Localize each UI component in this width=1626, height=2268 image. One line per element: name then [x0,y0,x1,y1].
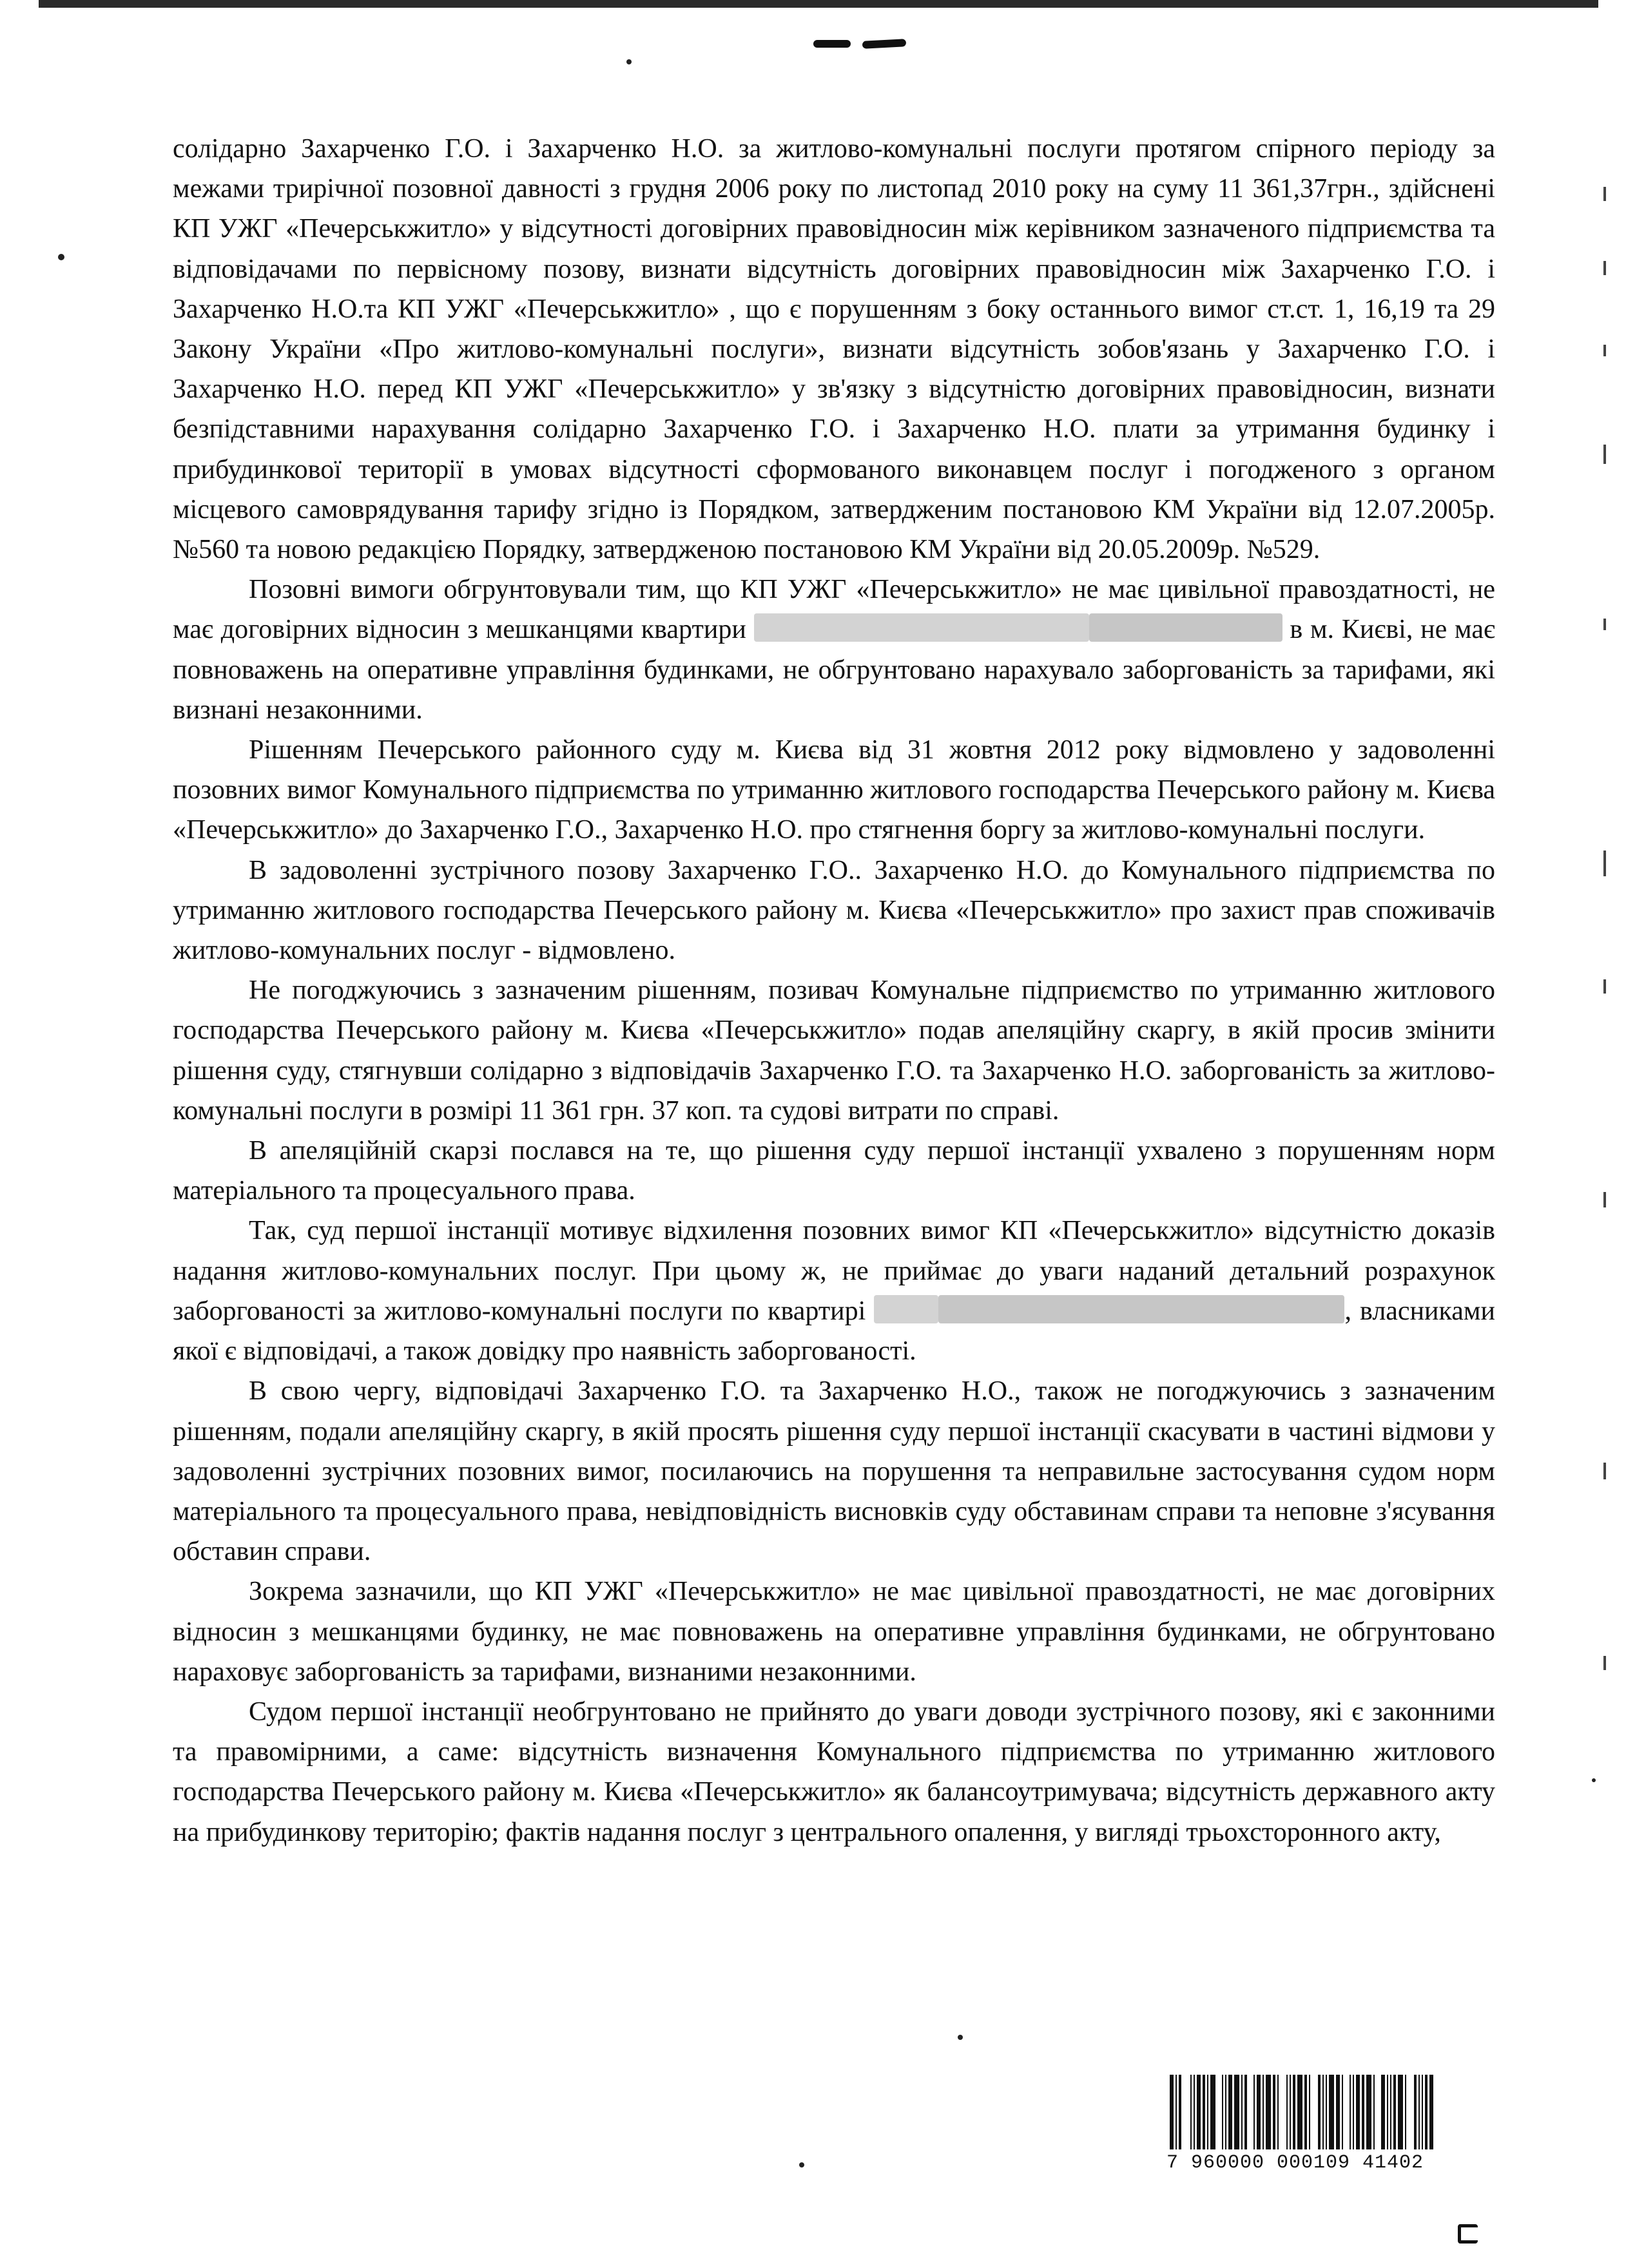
barcode-bar [1244,2075,1247,2149]
paragraph-text: В задоволенні зустрічного позову Захарченко Г.О.. Захарченко Н.О. до Комунального підприємства по утриманню житлового господарства Печерського району м. Києва «Печерськжитло» про захист прав споживачів житлово-комунальних послуг - відмовлено. [173,855,1495,966]
barcode-bar [1203,2075,1205,2149]
barcode-bar [1266,2075,1271,2149]
paragraph-text: Так, суд першої інстанції мотивує відхилення позовних вимог КП «Печерськжитло» відсутністю доказів надання житлово-комунальних послуг. При цьому ж, не приймає до уваги наданий детальний розрахунок заборгованості за житлово-комунальні послуги по квартирі [173,1216,1495,1326]
paragraph-text: В апеляційній скарзі послався на те, що рішення суду першої інстанції ухвалено з порушенням норм матеріального та процесуального права. [173,1136,1495,1206]
paragraph-p3 [173,730,1495,850]
top-scan-border [39,0,1598,8]
margin-tick [1603,619,1606,630]
paragraph-p6 [173,1131,1495,1211]
barcode-bar [1197,2075,1201,2149]
barcode-bar [1304,2075,1307,2149]
paragraph-text: В свою чергу, відповідачі Захарченко Г.О. та Захарченко Н.О., також не погоджуючись з зазначеним рішенням, подали апеляційну скаргу, в якій просять рішення суду першої інстанції скасувати в частині відмови у задоволенні зустрічних позовних вимог, посилаючись на порушення та неправильне застосування судом норм матеріального та процесуального права, невідповідність висновків суду обставинам справи та неповне з'ясування обставин справи. [173,1376,1495,1567]
margin-tick [1603,1192,1606,1207]
paragraph-text: в м. Києві, не має повноважень на оперативне управління будинками, не обгрунтовано нарахувало заборгованість за тарифами, які визнані незаконними. [173,615,1495,725]
margin-tick [1603,345,1606,356]
barcode-bar [1312,2075,1316,2149]
redacted-address-block [938,1295,1344,1323]
barcode-bar [1207,2075,1208,2149]
paragraph-p2 [173,570,1495,730]
scan-speck [58,254,64,260]
margin-tick [1603,1656,1606,1670]
redacted-address-block [754,613,1089,642]
barcode-bar [1362,2075,1364,2149]
barcode-bar [1322,2075,1324,2149]
redacted-address-block [874,1295,938,1323]
barcode-bar [1422,2075,1423,2149]
scan-speck [1592,1778,1596,1782]
top-dash-mark-right [862,39,907,49]
barcode-bar [1286,2075,1288,2149]
margin-tick [1603,850,1606,876]
margin-tick [1603,261,1606,275]
paragraph-text: Судом першої інстанції необгрунтовано не прийнято до уваги доводи зустрічного позову, які є законними та правомірними, а саме: відсутність визначення Комунального підприємства по утриманню житлового господарства Печерського району м. Києва «Печерськжитло» як балансоутримувача; відсутність державного акту на прибудинкову територію; фактів надання послуг з центрального опалення, у вигляді трьохсторонного акту, [173,1696,1495,1847]
scan-speck [799,2162,804,2167]
barcode-bar [1366,2075,1371,2149]
barcode-bar [1329,2075,1334,2149]
barcode-bar [1183,2075,1188,2149]
barcode-bar [1342,2075,1343,2149]
barcode-image [1170,2075,1505,2149]
paragraph-text: Позовні вимоги обгрунтовували тим, що КП УЖГ «Печерськжитло» не має цивільної правоздатності, не має договірних відносин з мешканцями квартири [173,575,1495,645]
barcode-bar [1414,2075,1417,2149]
barcode-bar [1222,2075,1223,2149]
barcode-bar [1429,2075,1433,2149]
barcode-bar [1309,2075,1310,2149]
barcode-bar [1228,2075,1232,2149]
redacted-address-block [1089,613,1282,642]
barcode-bar [1217,2075,1220,2149]
barcode-bar [1290,2075,1291,2149]
barcode-bar [1293,2075,1295,2149]
paragraph-text: Не погоджуючись з зазначеним рішенням, позивач Комунальне підприємство по утриманню житлового господарства Печерського району м. Києва «Печерськжитло» подав апеляційну скаргу, в якій просив змінити рішення суду, стягнувши солідарно з відповідачів Захарченко Г.О. та Захарченко Н.О. заборгованість за житлово-комунальні послуги в розмірі 11 361 грн. 37 коп. та судові витрати по справі. [173,975,1495,1126]
barcode-bar [1405,2075,1406,2149]
scan-speck [958,2035,963,2040]
barcode-digits: 7 960000 000109 41402 [1166,2152,1424,2174]
barcode-bar [1249,2075,1252,2149]
paragraph-text: Зокрема зазначили, що КП УЖГ «Печерськжитло» не має цивільної правоздатності, не має договірних відносин з мешканцями будинку, не має повноважень на оперативне управління будинками, не обгрунтовано нараховує заборгованість за тарифами, визнаними незаконними. [173,1577,1495,1687]
barcode-bar [1253,2075,1255,2149]
paragraph-p7 [173,1211,1495,1371]
barcode-bar [1326,2075,1327,2149]
barcode-bar [1381,2075,1385,2149]
paragraph-text: , власниками якої є відповідачі, а також довідку про наявність заборгованості. [173,1296,1495,1367]
paragraph-p10 [173,1692,1495,1852]
margin-tick [1603,1463,1606,1479]
barcode-bar [1297,2075,1302,2149]
scan-speck [626,59,632,64]
paragraph-p5 [173,970,1495,1131]
barcode-bar [1390,2075,1391,2149]
barcode-bar [1190,2075,1192,2149]
barcode-bar [1273,2075,1275,2149]
barcode-bar [1377,2075,1379,2149]
barcode-bar [1241,2075,1243,2149]
barcode-bar [1408,2075,1412,2149]
barcode-bar [1345,2075,1348,2149]
barcode-bar [1194,2075,1195,2149]
barcode-bar [1373,2075,1375,2149]
margin-tick [1603,187,1606,201]
margin-tick [1603,979,1606,994]
paragraph-p1 [173,129,1495,570]
barcode-bar [1350,2075,1351,2149]
barcode-bar [1257,2075,1261,2149]
barcode-bar [1210,2075,1215,2149]
top-dash-mark-left [813,40,851,48]
barcode-bar [1179,2075,1181,2149]
barcode-bar [1263,2075,1264,2149]
barcode-bar [1225,2075,1226,2149]
barcode-bar [1398,2075,1403,2149]
paragraph-text: солідарно Захарченко Г.О. і Захарченко Н.О. за житлово-комунальні послуги протягом спірного періоду за межами трирічної позовної давності з грудня 2006 року по листопад 2010 року на суму 11 361,37грн., здійснені КП УЖГ «Печерськжитло» у відсутності договірних правовідносин між керівником зазначеного підприємства та відповідачами по первісному позову, визнати відсутність договірних правовідносин між Захарченко Г.О. і Захарченко Н.О.та КП УЖГ «Печерськжитло» , що є порушенням з боку останнього вимог ст.ст. 1, 16,19 та 29 Закону України «Про житлово-комунальні послуги», визнати відсутність зобов'язань у Захарченко Г.О. і Захарченко Н.О. перед КП УЖГ «Печерськжитло» у зв'язку з відсутністю договірних правовідносин, визнати безпідставними нарахування солідарно Захарченко Г.О. і Захарченко Н.О. плати за утримання будинку і прибудинкової території в умовах відсутності сформованого виконавцем послуг і погодженого з органом місцевого самоврядування тарифу згідно із Порядком, затвердженим постановою КМ України від 12.07.2005р. №560 та новою редакцією Порядку, затвердженою постановою КМ України від 20.05.2009р. №529. [173,134,1495,565]
document-body [173,129,1495,1852]
barcode-bar [1277,2075,1279,2149]
paragraph-text: Рішенням Печерського районного суду м. Києва від 31 жовтня 2012 року відмовлено у задоволенні позовних вимог Комунального підприємства по утриманню житлового господарства Печерського району м. Києва «Печерськжитло» до Захарченко Г.О., Захарченко Н.О. про стягнення боргу за житлово-комунальні послуги. [173,735,1495,845]
paragraph-p9 [173,1571,1495,1692]
barcode-bar [1176,2075,1177,2149]
barcode-bar [1393,2075,1396,2149]
barcode-bar [1170,2075,1174,2149]
barcode-bar [1418,2075,1420,2149]
barcode-bar [1234,2075,1239,2149]
barcode-bar [1318,2075,1321,2149]
barcode-bar [1356,2075,1360,2149]
barcode-bar [1387,2075,1388,2149]
paragraph-p8 [173,1371,1495,1571]
barcode-bar [1281,2075,1284,2149]
barcode-bar [1425,2075,1428,2149]
corner-scan-mark [1458,2224,1478,2244]
barcode-bar [1336,2075,1340,2149]
margin-tick [1603,445,1606,464]
paragraph-p4 [173,850,1495,971]
barcode-bar [1353,2075,1354,2149]
